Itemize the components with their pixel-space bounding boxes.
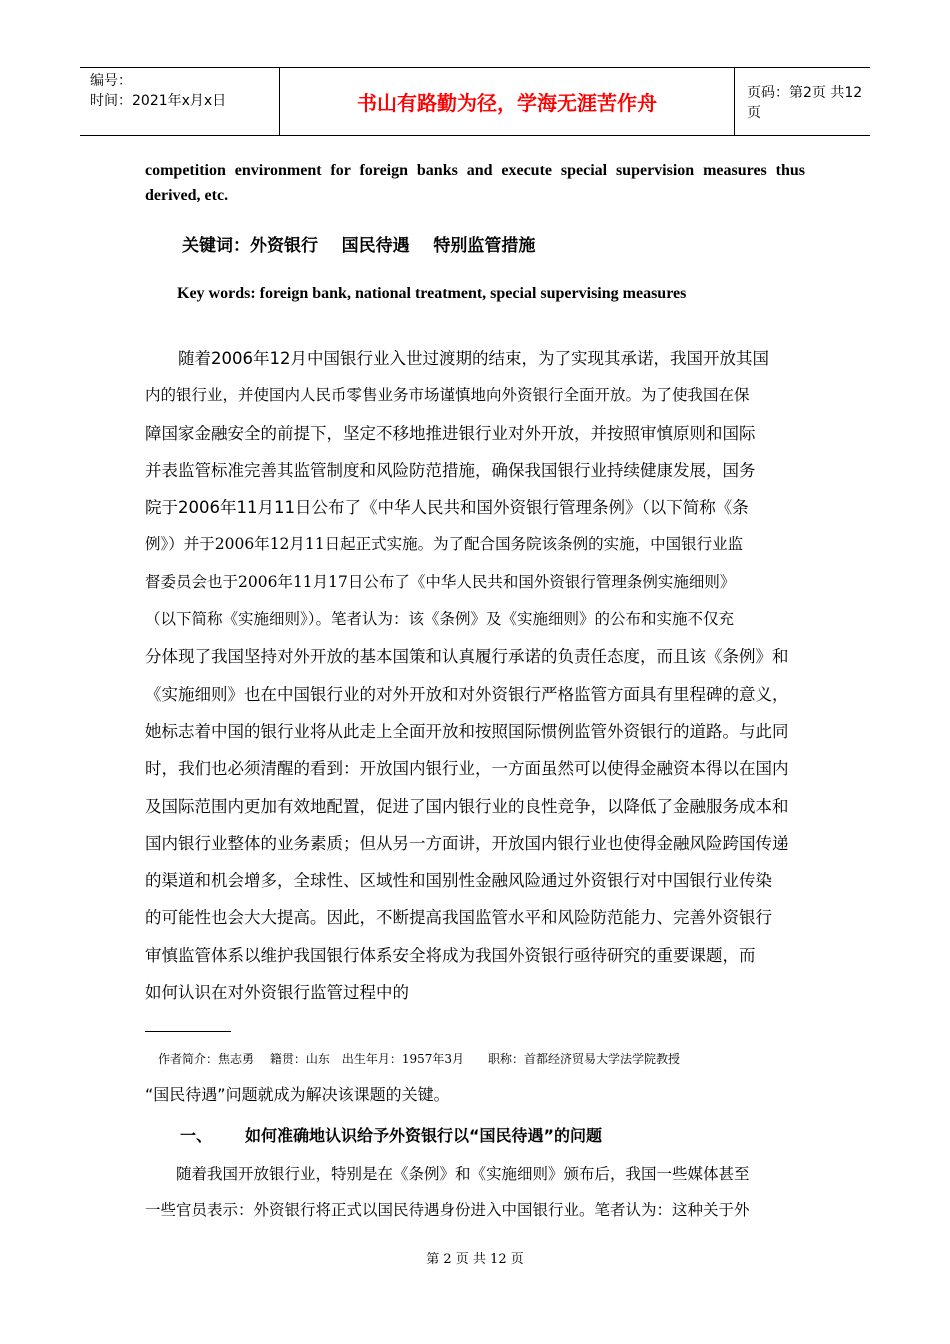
body-line: 内的银行业，并使国内人民币零售业务市场谨慎地向外资银行全面开放。为了使我国在保: [145, 386, 750, 405]
paragraph-continuation: “国民待遇”问题就成为解决该课题的关键。: [145, 1085, 450, 1104]
body-line: 的可能性也会大大提高。因此，不断提高我国监管水平和风险防范能力、完善外资银行: [145, 908, 772, 928]
body-line: 及国际范围内更加有效地配置，促进了国内银行业的良性竞争，以降低了金融服务成本和: [145, 796, 789, 816]
section-paragraph: [145, 1156, 807, 1228]
body-line: 审慎监管体系以维护我国银行体系安全将成为我国外资银行亟待研究的重要课题，而: [145, 945, 756, 965]
body-line: 例》）并于2006年12月11日起正式实施。为了配合国务院该条例的实施，中国银行业监: [145, 535, 744, 554]
time-label: 时间：2021年x月x日: [90, 93, 227, 109]
body-line: 如何认识在对外资银行监管过程中的: [145, 983, 409, 1003]
body-line: 的渠道和机会增多，全球性、区域性和国别性金融风险通过外资银行对中国银行业传染: [145, 871, 772, 891]
footnote-divider: [145, 1031, 231, 1032]
body-line: 督委员会也于2006年11月17日公布了《中华人民共和国外资银行管理条例实施细则》: [145, 572, 736, 591]
number-label: 编号：: [90, 73, 132, 89]
body-line: 院于2006年11月11日公布了《中华人民共和国外资银行管理条例》（以下简称《条: [145, 498, 749, 518]
header-meta: [80, 68, 280, 135]
section-line: 随着我国开放银行业，特别是在《条例》和《实施细则》颁布后，我国一些媒体甚至: [145, 1165, 750, 1183]
header-table: [80, 67, 870, 136]
keywords-chinese: 关键词：外资银行 国民待遇 特别监管措施: [182, 236, 536, 256]
keywords-english: Key words: foreign bank, national treatment, special supervising measures: [177, 285, 687, 302]
body-paragraph: [145, 340, 807, 1011]
body-line: 障国家金融安全的前提下，坚定不移地推进银行业对外开放，并按照审慎原则和国际: [145, 423, 756, 443]
section-title: 如何准确地认识给予外资银行以“国民待遇”的问题: [245, 1126, 603, 1145]
english-abstract-tail: competition environment for foreign banks and execute special supervision measures thus derived, etc.: [145, 162, 805, 204]
section-number: 一、: [180, 1126, 213, 1145]
page-info: 页码：第2页 共12页: [747, 84, 863, 121]
body-line: 并表监管标准完善其监管制度和风险防范措施，确保我国银行业持续健康发展，国务: [145, 460, 756, 480]
author-footnote: 作者简介：焦志勇 籍贯：山东 出生年月：1957年3月 职称：首都经济贸易大学法学院教授: [158, 1052, 680, 1066]
body-line: 时，我们也必须清醒的看到：开放国内银行业，一方面虽然可以使得金融资本得以在国内: [145, 759, 789, 779]
body-line: 她标志着中国的银行业将从此走上全面开放和按照国际惯例监管外资银行的道路。与此同: [145, 721, 789, 741]
page-footer: 第 2 页 共 12 页: [426, 1252, 524, 1267]
body-line: 分体现了我国坚持对外开放的基本国策和认真履行承诺的负责任态度，而且该《条例》和: [145, 647, 789, 667]
section-line: 一些官员表示：外资银行将正式以国民待遇身份进入中国银行业。笔者认为：这种关于外: [145, 1201, 750, 1219]
body-line: 随着2006年12月中国银行业入世过渡期的结束，为了实现其承诺，我国开放其国: [145, 349, 769, 368]
motto: 书山有路勤为径，学海无涯苦作舟: [280, 68, 735, 135]
body-line: 国内银行业整体的业务素质；但从另一方面讲，开放国内银行业也使得金融风险跨国传递: [145, 833, 789, 853]
body-line: 《实施细则》也在中国银行业的对外开放和对外资银行严格监管方面具有里程碑的意义，: [145, 684, 789, 704]
body-line: （以下简称《实施细则》）。笔者认为：该《条例》及《实施细则》的公布和实施不仅充: [145, 610, 735, 629]
